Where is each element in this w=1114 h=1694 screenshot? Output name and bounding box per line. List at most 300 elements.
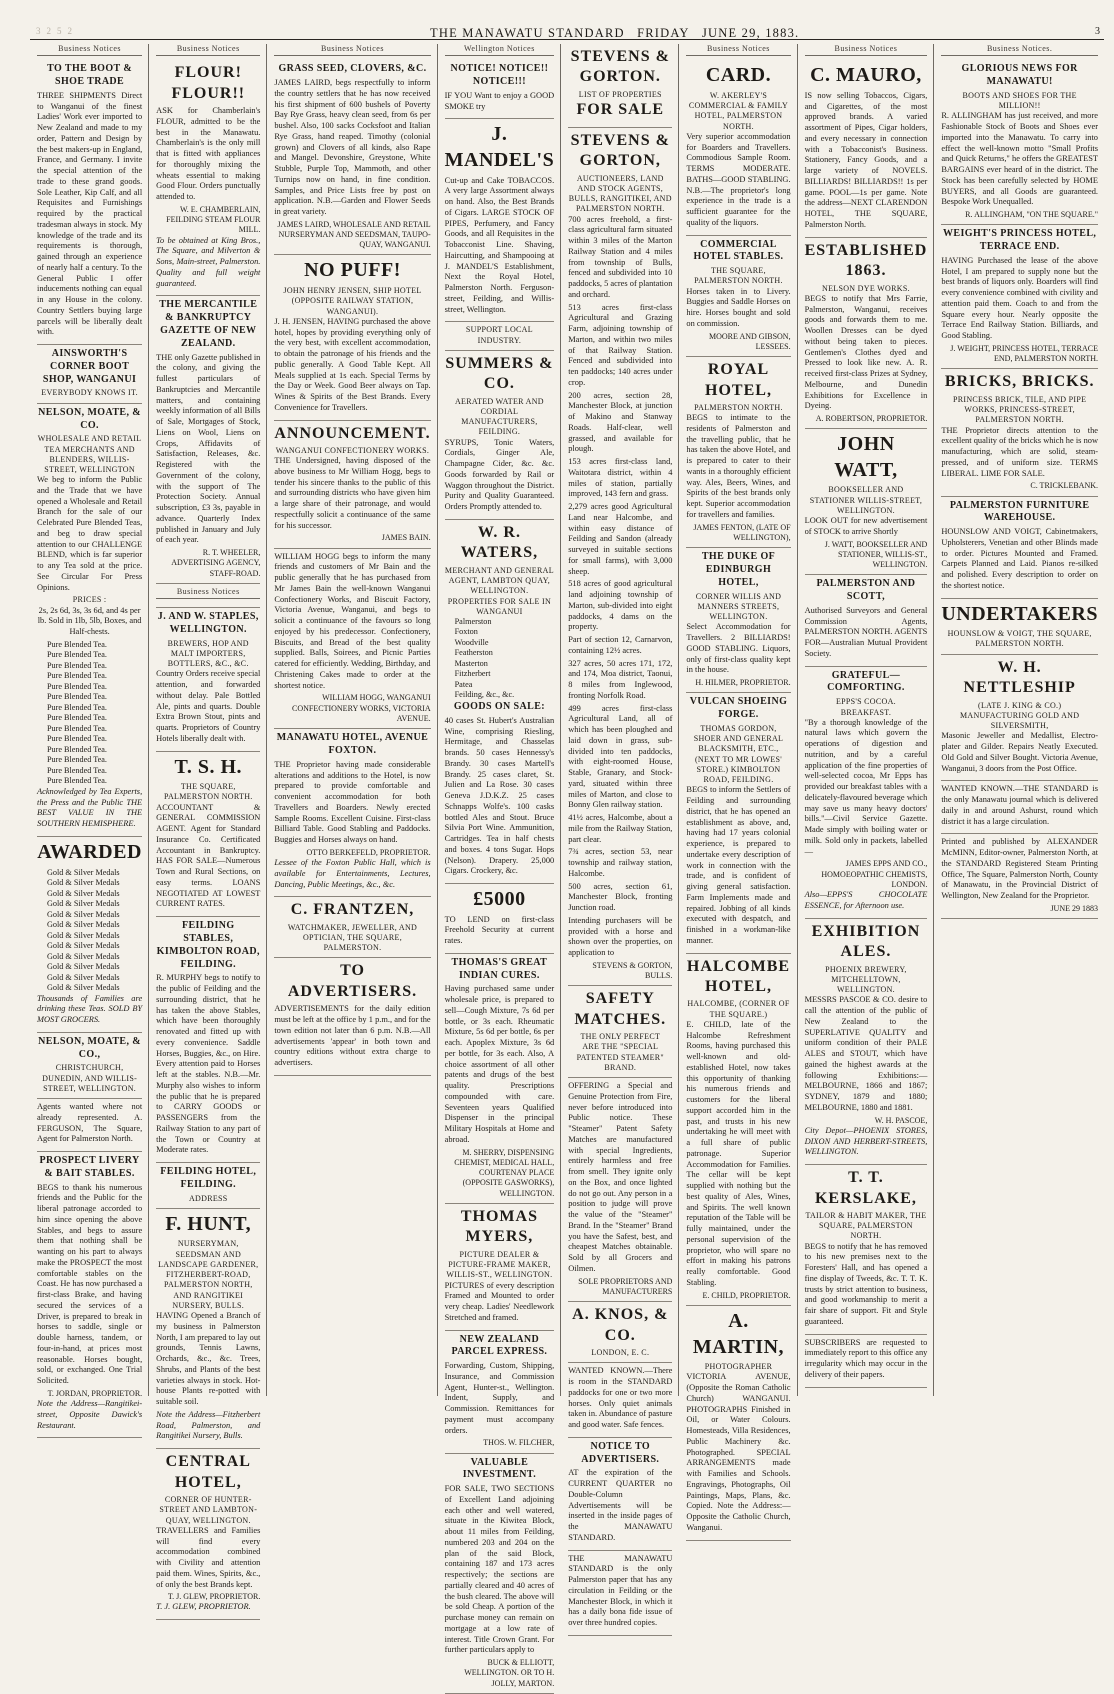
ad-signature: A. ROBERTSON, PROPRIETOR. — [815, 414, 928, 423]
ad-body: LOOK OUT for new advertisement of STOCK to arrive Shortly — [804, 516, 928, 536]
ad-heading: C. FRANTZEN, — [290, 901, 415, 919]
ad-body: ADVERTISEMENTS for the daily edition must be left at the office by 1 p.m., and for the town edition not later than 6 p.m. N.B.—All advertisements 'appear' in both town and country editions without extra charge to advertisers. — [274, 1004, 431, 1068]
medal-item: Gold & Silver Medals — [47, 983, 120, 993]
ad-heading: T. S. H. — [174, 755, 243, 778]
issue-date: JUNE 29, 1883. — [701, 26, 800, 40]
ad-heading: COMMERCIAL HOTEL STABLES. — [693, 238, 784, 263]
ad-subheading: TAILOR & HABIT MAKER, THE SQUARE, PALMERSTON NORTH. — [805, 1211, 927, 1241]
advertisement — [568, 986, 672, 1078]
tea-blend-item: Pure Blended Tea. — [47, 650, 107, 660]
ad-body: SYRUPS, Tonic Waters, Cordials, Ginger Ale, Champagne Cider, &c. &c. Goods forwarded by Rail or Waggon throughout the District. Purity and Quality Guaranteed. Orders Promptly attended to. — [444, 437, 555, 512]
ad-signature: STEVENS & GORTON, BULLS. — [592, 960, 673, 980]
tea-blend-list — [37, 640, 142, 787]
medal-item: Gold & Silver Medals — [47, 972, 120, 982]
ad-heading: CARD. — [705, 64, 772, 87]
ad-subheading: NELSON DYE WORKS. — [822, 283, 910, 293]
advertisement — [445, 1331, 555, 1454]
advertisement — [568, 44, 672, 128]
ad-heading: NOTICE! NOTICE!! NOTICE!!! — [450, 63, 549, 88]
ad-body: MESSRS PASCOE & CO. desire to call the attention of the public of New Zealand to the SUPERLATIVE QUALITY and uniform condition of their PALE ALES and STOUT, which have gained the highest awards at the following Exhibitions:—MELBOURNE, 1866 and 1867; SYDNEY, 1879 and 1880; MELBOURNE, 1880 and 1881. — [804, 995, 928, 1112]
properties-label: PROPERTIES FOR SALE IN WANGANUI — [447, 596, 552, 616]
ad-signature: JAMES LAIRD, WHOLESALE AND RETAIL NURSERYMAN AND SEEDSMAN, TAUPO-QUAY, WANGANUI. — [277, 219, 431, 250]
ad-signature: M. SHERRY, DISPENSING CHEMIST, MEDICAL HALL, COURTENAY PLACE (OPPOSITE GASWORKS), WELLINGTON. — [454, 1147, 555, 1198]
ad-signature: JAMES BAIN. — [381, 533, 431, 543]
ad-heading: MANAWATU HOTEL, AVENUE FOXTON. — [276, 732, 429, 756]
tea-blend-item: Pure Blended Tea. — [47, 702, 107, 712]
ad-heading: THE DUKE OF EDINBURGH HOTEL, — [701, 551, 776, 588]
ad-subheading: NURSERYMAN, SEEDSMAN AND LANDSCAPE GARDENER, FITZHERBERT-ROAD, PALMERSTON NORTH, AND RANGITIKEI NURSERY, BULLS. — [158, 1239, 259, 1310]
advertisement — [445, 520, 555, 884]
ad-signature: R. ALLINGHAM, "ON THE SQUARE." — [965, 210, 1098, 220]
advertisement — [568, 1438, 672, 1551]
ad-footnote: Also—EPPS'S CHOCOLATE ESSENCE, for Afternoon use. — [804, 890, 928, 910]
property-item: Masterton — [454, 658, 488, 668]
ad-body: PICTURES of every description Framed and Mounted to order very cheap. Ladies' Needlework Stretched and framed. — [444, 1280, 555, 1322]
ad-heading: NELSON, MOATE, & CO., — [38, 1035, 142, 1060]
advertisement — [941, 369, 1098, 496]
ad-subheading: BREAKFAST. — [840, 707, 892, 717]
ad-body: BEGS to inform the Settlers of Feilding and surrounding district, that he has opened an establishment as above, and, having had 17 years colonial experience, is prepared to undertake every description of work in connection with the trade, and is confident of giving general satisfaction. Farm Implements made and repaired. Jobbing of all kinds executed with despatch, and finished in a workman-like manner. — [686, 785, 791, 945]
ad-body: We beg to inform the Public and the Trade that we have opened a Wholesale and Retail Branch for the sale of our Celebrated Pure Blended Teas, and beg to draw special attention to our CHALLENGE BLEND, which is far superior to any Tea sold at the price. See Circular For Press Opinions. — [37, 475, 143, 592]
ghost-text: 3252 — [36, 26, 78, 36]
section-heading: Business Notices — [156, 587, 260, 599]
medal-item: Gold & Silver Medals — [47, 888, 120, 898]
tea-blend-item: Pure Blended Tea. — [47, 755, 107, 765]
goods-text: 40 cases St. Hubert's Australian Wine, comprising Riesling, Hermitage, and Chasselas brands. 50 cases Hennessy's Brandy. 30 cases Martell's Brandy. 25 cases claret, St. Julien and La Rose. 30 cases Geneva J.D.K.Z. 25 cases Schnapps Wolfe's. 100 casks bottled Ales and Stout. Bruce Silvia Port Wine. Ammunition, Cartridges. Tea in half chests and boxes. 4 tons Sugar. Hops (Nelson). Drapery. 25,000 Cigars. Crockery, &c. — [444, 715, 555, 876]
ad-footnote: Note the Address—Fitzherbert Road, Palmerston, and Rangitikei Nursery, Bulls. — [156, 1409, 261, 1441]
property-lot: 513 acres first-class Agricultural and Grazing Farm, adjoining township of Marton, and within two miles of that Railway Station. Fenced and subdivided into ten paddocks; 140 acres under crop. — [568, 302, 673, 387]
advertisement — [445, 884, 555, 954]
ad-heading: NOTICE TO ADVERTISERS. — [581, 1440, 660, 1465]
advertisement — [686, 60, 790, 235]
tea-blend-item: Pure Blended Tea. — [47, 639, 107, 649]
ad-body: Country Orders receive special attention, and forwarded without delay. Pale Bottled Ale, pints and quarts. Double Extra Brown Stout, pints and quarts. Proprietors of Country Hotels liberally dealt with. — [156, 669, 261, 743]
column-heading: Business Notices — [805, 44, 928, 56]
property-lot: 200 acres, section 28, Manchester Block, at junction of Makino and Stanway Roads. Half-clear, well grassed, and available for plough. — [568, 390, 673, 454]
ad-signature: JAMES FENTON, (LATE OF WELLINGTON), — [693, 522, 791, 542]
property-item: Fitzherbert — [454, 669, 491, 679]
advertisement — [941, 60, 1098, 225]
ad-subheading: BREWERS, HOP AND MALT IMPORTERS, BOTTLERS, &C., &C. — [167, 638, 249, 669]
property-lot: 327 acres, 50 acres 171, 172, and 174, Moa district, Taonui, 8 miles from Inglewood, fronting Norfolk Road. — [568, 658, 673, 700]
ad-heading: F. HUNT, — [165, 1212, 252, 1235]
ad-signature: OTTO BERKEFELD, PROPRIETOR. — [306, 847, 431, 857]
ad-body: J. H. JENSEN, HAVING purchased the above hotel, hopes by providing everything only of the very best, with excellent accommodation, to obtain the patronage of his friends and the public generally. A Good Table Kept. All Meals supplied at 1s each. Special Terms by the Day or Week. Good Beer always on Tap. Wines & Spirits of the Best Brands. Every Convenience for Travellers. — [274, 316, 431, 412]
advertisement — [274, 729, 430, 897]
ad-signature: C. TRICKLEBANK. — [1030, 481, 1098, 491]
ad-body: R. MURPHY begs to notify to the public of Feilding and the surrounding district, that he has taken the above Stables, which have been thoroughly renovated and fitted up with every convenience. Saddle Horses, Buggies, &c., on Hire. Every attention paid to Horses left at the stables. N.B.—Mr. Murphy also wishes to inform the public that he is prepared to CARRY GOODS or PASSENGERS from the Railway Station to any part of the Town or Country at Moderate rates. — [156, 973, 261, 1155]
ad-body: VICTORIA AVENUE, (Opposite the Roman Catholic Church) WANGANUI. PHOTOGRAPHS Finished in Oil, or Water Colours. Homesteads, Villa Residences, Public Machinery &c. Photographed. SPECIAL ARRANGEMENTS made with Families and Schools. Engravings, Photographs, Oil Paintings, Maps, Plans, &c. Copied. Note the Address:—Opposite the Catholic Church, Wanganui. — [686, 1372, 791, 1532]
advertisement — [274, 255, 430, 420]
ad-body: AT the expiration of the CURRENT QUARTER no Double-Column Advertisements will be inserted in the inside pages of the MANAWATU STANDARD. — [568, 1468, 673, 1542]
ad-body: TO LEND on first-class Freehold Security at current rates. — [444, 914, 555, 946]
ad-body: THE Proprietor directs attention to the excellent quality of the bricks which he is now manufacturing, which are solid, steam-pressed, and of uniform size. TERMS LIBERAL. LIME FOR SALE. — [941, 425, 1098, 478]
advertisement — [37, 404, 142, 837]
advertisement — [274, 958, 430, 1075]
printer-imprint: Printed and published by ALEXANDER McMINN, Editor-owner, Palmerston North, at the STANDARD Registered Steam Printing Office, The Square, Palmerston North, County of Manawatu, in the Provincial District of Wellington, New Zealand for the Proprietor. — [941, 837, 1098, 901]
medal-item: Gold & Silver Medals — [47, 930, 120, 940]
advertisement — [445, 351, 555, 520]
ad-heading: THOMAS MYERS, — [460, 1207, 538, 1246]
ad-subheading: CORNER WILLIS AND MANNERS STREETS, WELLINGTON. — [695, 591, 782, 622]
advertisement — [568, 128, 672, 987]
column-2 — [148, 44, 266, 1612]
ad-heading: ESTABLISHED 1863. — [804, 241, 928, 280]
ad-heading: ANNOUNCEMENT. — [274, 424, 431, 442]
ad-heading: PALMERSTON AND SCOTT, — [816, 578, 916, 603]
column-heading: Business Notices — [686, 44, 790, 56]
column-4 — [437, 44, 561, 1688]
ad-signature: H. HILMER, PROPRIETOR. — [695, 678, 791, 688]
tea-blend-item: Pure Blended Tea. — [47, 713, 107, 723]
ad-body: IF YOU Want to enjoy a GOOD SMOKE try — [444, 90, 555, 111]
issue-day: FRIDAY — [637, 26, 690, 40]
advertisement — [445, 119, 555, 322]
ad-subheading: ARE THE "SPECIAL PATENTED STEAMER" BRAND. — [576, 1042, 664, 1072]
ad-subheading: BOOKSELLER AND STATIONER WILLIS-STREET, WELLINGTON. — [809, 485, 923, 515]
ad-signature: E. CHILD, PROPRIETOR. — [702, 1290, 791, 1300]
ad-subheading: HALCOMBE, (CORNER OF THE SQUARE.) — [687, 999, 790, 1019]
ad-body: Authorised Surveyors and General Commission Agents, PALMERSTON NORTH. AGENTS FOR—Australian Mutual Provident Society. — [804, 605, 928, 658]
ad-subheading: WANGANUI CONFECTIONERY WORKS. — [275, 446, 430, 455]
ad-subheading: THE SQUARE, PALMERSTON NORTH. — [694, 266, 783, 286]
advertisement — [568, 1302, 672, 1363]
advertisement — [274, 421, 430, 549]
ad-subheading: PALMERSTON NORTH. — [694, 402, 783, 412]
tea-blend-item: Pure Blended Tea. — [47, 723, 107, 733]
ad-subheading: PICTURE DEALER & PICTURE-FRAME MAKER, WILLIS-ST., WELLINGTON. — [446, 1249, 553, 1280]
ad-heading: SAFETY MATCHES. — [574, 990, 667, 1028]
advertisement — [941, 599, 1098, 655]
ad-body: Having purchased same under wholesale price, is prepared to sell—Cough Mixture, 7s 6d per bottle, or 3s each. Rheumatic Mixture, 5s 6d per bottle, 6s per each. Apoplex Mixture, 3s 6d per bottle, for 3s each. Also, A choice assortment of all other patents and drugs of the best quality. Prescriptions compounded with care. Seventeen years Qualified Dispenser in the principal Military Hospitals at Home and abroad. — [444, 984, 555, 1144]
medal-item: Gold & Silver Medals — [47, 899, 120, 909]
ad-body: E. CHILD, late of the Halcombe Refreshment Rooms, having purchased this well-known and old-established Hotel, now takes this opportunity of thanking his numerous friends and customers for the liberal support accorded him in the past, and trusts in his new undertaking he will meet with a full share of public patronage. Superior Accommodation for Families. The cellar will be kept supplied with nothing but the best quality of Ales, Wines, and Spirits. The well known reputation of the Table will be fully maintained, under the personal supervision of the proprietor, who will spare no effort in making his patrons really comfortable. Good Stabling. — [686, 1019, 791, 1287]
ad-signature: T. JORDAN, PROPRIETOR. — [47, 1388, 143, 1398]
ad-body: OFFERING a Special and Genuine Protection from Fire, never before introduced into Public notice. These "Steamer" Patent Safety Matches are manufactured with special Ingredients, entirely harmless and free from smell. They ignite only on the Box, and once lighted do not go out. Any person in a position to judge will prove the value of the "Steamer" Brand. In the "Steamer" Brand you have the Safest, best, and cheapest Matches obtainable. Sold by all Grocers and Oilmen. — [568, 1081, 673, 1273]
ad-heading: HALCOMBE HOTEL, — [686, 957, 791, 995]
advertisement — [156, 1209, 260, 1449]
advertisement — [805, 1335, 928, 1388]
advertisement — [156, 1449, 260, 1620]
advertisement — [805, 919, 928, 1165]
column-heading: Business Notices — [274, 44, 430, 56]
advertisement — [941, 781, 1098, 834]
property-lot: 518 acres of good agricultural land adjoining township of Marton, sub-divided into eight paddocks, 4 dams on the property. — [568, 579, 673, 632]
ad-signature: JAMES EPPS AND CO., HOMOEOPATHIC CHEMISTS, LONDON. — [821, 859, 928, 889]
advertisement — [686, 1306, 790, 1541]
advertisement — [156, 60, 260, 296]
ad-heading: AWARDED — [37, 840, 142, 863]
ad-heading: TO THE BOOT & SHOE TRADE — [47, 63, 133, 88]
ad-body: Cut-up and Cake TOBACCOS. A very large Assortment always on hand. Also, the Best Brands of Cigars. LARGE STOCK OF PIPES, Perfumery, and Fancy Goods, and all Requisites in the Tobacconist Line. Shaving, Haircutting, and Shampooing at J. MANDEL'S Establishment, Next the Royal Hotel, Palmerston North. Ferguson-street, Feilding, and Willis-street, Wellington. — [444, 175, 555, 314]
ad-subheading: AERATED WATER AND CORDIAL MANUFACTURERS, FEILDING. — [454, 396, 544, 437]
ad-heading: J. AND W. STAPLES, WELLINGTON. — [157, 611, 259, 635]
property-lot: 700 acres freehold, a first-class agricultural farm situated within 3 miles of the Marton Railway Station and 4 miles from township of Bulls, fenced and subdivided into 10 paddocks, 5 acres of plantation and orchard. — [568, 214, 673, 299]
advertisement — [568, 1363, 672, 1438]
advertisement — [445, 954, 555, 1204]
prices-label: PRICES : — [72, 595, 107, 605]
ad-heading: AINSWORTH'S CORNER BOOT SHOP, WANGANUI — [42, 348, 137, 385]
ad-heading: NO PUFF! — [304, 259, 401, 282]
properties-list — [445, 617, 555, 701]
ad-body: Select Accommodation for Travellers. 2 BILLIARDS! GOOD STABLING. Liquors, only of first-class quality kept in the house. — [686, 622, 791, 675]
property-lot: 499 acres first-class Agricultural Land, all of which has been ploughed and laid down in grass, sub-divided into ten paddocks, with eight-roomed House, Stable, Granary, and Stock-yard, situated within three miles of Marton, and close to Bonny Glen railway station. — [568, 703, 673, 810]
ad-signature: MOORE AND GIBSON, LESSEES. — [709, 331, 791, 351]
tea-blend-item: Pure Blended Tea. — [47, 744, 107, 754]
advertisement — [941, 497, 1098, 599]
ad-body: HAVING Purchased the lease of the above Hotel, I am prepared to supply none but the best brands of liquors only. Boarders will find every convenience combined with civility and attention paid them. Coach to and from the Square every hour. Nearly opposite the Terrace End Railway Station. Billiards, and Good Stabling. — [941, 255, 1098, 341]
advertisement — [274, 549, 430, 729]
ad-subheading: ADDRESS — [188, 1193, 228, 1203]
property-lot: Part of section 12, Carnarvon, containing 12½ acres. — [568, 635, 673, 655]
ad-signature: WILLIAM HOGG, WANGANUI CONFECTIONERY WORKS, VICTORIA AVENUE. — [292, 693, 431, 723]
ad-heading: THE MERCANTILE & BANKRUPTCY GAZETTE OF NEW ZEALAND. — [159, 299, 258, 349]
advertisement — [941, 225, 1098, 369]
ad-subheading: PRINCESS BRICK, TILE, AND PIPE WORKS, PRINCESS-STREET, PALMERSTON NORTH. — [953, 394, 1087, 425]
ad-subheading: JOHN HENRY JENSEN, SHIP HOTEL (OPPOSITE RAILWAY STATION, WANGANUI). — [283, 286, 422, 316]
ad-subheading: W. AKERLEY'S COMMERCIAL & FAMILY HOTEL, PALMERSTON NORTH. — [688, 90, 789, 131]
ad-footnote: Thousands of Families are drinking these Teas. SOLD BY MOST GROCERS. — [37, 993, 143, 1025]
ad-signature: J. WEIGHT, PRINCESS HOTEL, TERRACE END, PALMERSTON NORTH. — [950, 343, 1098, 364]
advertisement — [274, 60, 430, 255]
advertisement — [805, 1165, 928, 1335]
ad-subheading: MERCHANT AND GENERAL AGENT, LAMBTON QUAY, WELLINGTON. — [444, 565, 554, 596]
ad-heading: GRASS SEED, CLOVERS, &C. — [278, 63, 427, 75]
ad-footnote: To be obtained at King Bros., The Square, and Milverton & Sons, Main-street, Palmerston. Quality and full weight guaranteed. — [156, 235, 261, 288]
ad-body: IS now selling Tobaccos, Cigars, and Cigarettes, of the most approved brands. A varied assortment of Pipes, Cigar holders, and every necessary in connection with a Tobacconist's Business. Stationery, Fancy Goods, and a large variety of NOVELS. BILLIARDS! BILLIARDS!! 1s per game. POOL—1s per game. Note the address—NEXT CLARENDON HOTEL, THE SQUARE, Palmerston North. — [804, 90, 928, 229]
column-heading: Business Notices. — [941, 44, 1098, 56]
medal-item: Gold & Silver Medals — [47, 962, 120, 972]
ad-heading: BRICKS, BRICKS. — [944, 373, 1095, 391]
column-heading: Wellington Notices — [445, 44, 555, 56]
ad-heading: EXHIBITION ALES. — [811, 922, 921, 961]
property-lot: 153 acres first-class land, Waitotara district, within 4 miles of station, partially improved, 143 fern and grass. — [568, 457, 673, 499]
ad-body: JAMES LAIRD, begs respectfully to inform the country settlers that he has now received his first shipment of 600 bushels of Poverty Bay Rye Grass, heavy clean seed, from 6s per bushel. Also, 100 sacks Cocksfoot and Italian Rye Grass, hand reaped. Timothy (colonial grown) and Clovers of all kinds, also Rape and Mangel. Devonshire, Greystone, White Stubble, Purple Top, Mammoth, and other Turnips now on hand, in fine condition. Samples, and Price Lists free by post on application. N.B.—Garden and Flower Seeds in great variety. — [274, 78, 431, 217]
ad-subheading: WHOLESALE AND RETAIL TEA MERCHANTS AND BLENDERS, WILLIS-STREET, WELLINGTON — [37, 434, 142, 474]
advertisement — [37, 1033, 142, 1099]
advertisement — [686, 357, 790, 548]
ad-subheading: THE SQUARE, PALMERSTON NORTH. — [163, 782, 253, 802]
imprint-date: JUNE 29 1883 — [1050, 903, 1098, 913]
ad-body: ASK for Chamberlain's FLOUR, admitted to be the best in the Manawatu. Chamberlain's is the only mill that is fitted with appliances for thoroughly mixing the wheats essential to making Good Flour. Orders punctually attended to. — [156, 106, 261, 202]
advertisement — [37, 1152, 142, 1438]
ad-signature: R. T. WHEELER, ADVERTISING AGENCY, STAFF-ROAD. — [171, 548, 261, 578]
advertisement — [37, 1099, 142, 1152]
ad-subheading: LONDON, E. C. — [591, 1348, 650, 1358]
ad-heading: NELSON, MOATE, & CO. — [38, 406, 142, 431]
ad-body: Agents wanted where not already represented. A. FERGUSON, The Square, Agent for Palmerston North. — [37, 1102, 143, 1144]
ad-body: R. ALLINGHAM has just received, and more Fashionable Stock of Boots and Shoes ever imported into the Manawatu. To carry into effect the well-known motto "Small Profits and Quick Returns," he offers the GREATEST BARGAINS ever heard of in the district. The Stock has been carefully selected by HOME BUYERS, and all Goods are guaranteed. Bespoke Work Unequalled. — [941, 111, 1098, 207]
ad-subheading: PHOTOGRAPHER — [704, 1362, 773, 1372]
advertisement — [805, 667, 928, 919]
ad-heading: SUMMERS & CO. — [445, 354, 554, 393]
ad-body: THREE SHIPMENTS Direct to Wanganui of the finest Ladies' Work ever imported to New Zealand and made to my order, Pattern and Design by the best makers-up in England, France, and Germany. I invite the special attention of the trade to these grand goods. Sole Leather, Kip Calf, and all Requisites and Furnishings required by the practical tradesman always in stock. My knowledge of the trade and its requirements is thorough, gained through an experience of nearly half a century. To the General Public I offer inducements nothing can equal in any House in the colony. Country Settlers buying large parcels will be liberally dealt with. — [37, 90, 143, 337]
ad-signature: W. H. PASCOE, — [874, 1115, 928, 1125]
medal-item: Gold & Silver Medals — [47, 909, 120, 919]
ad-heading: WEIGHT'S PRINCESS HOTEL, TERRACE END. — [943, 228, 1097, 253]
ad-heading: NEW ZEALAND PARCEL EXPRESS. — [451, 1333, 548, 1358]
advertisement — [274, 897, 430, 958]
ad-body: Forwarding, Custom, Shipping, Insurance, and Commission Agent, Hunter-st., Wellington. Indent, Supply, and Commission. Remittances for payment must accompany orders. — [444, 1361, 555, 1435]
column-6 — [678, 44, 796, 1532]
medal-item: Gold & Silver Medals — [47, 951, 120, 961]
advertisement — [686, 236, 790, 358]
ad-heading: GRATEFUL—COMFORTING. — [827, 669, 905, 694]
advertisement — [805, 60, 928, 237]
ad-subheading: CORNER OF HUNTER-STREET AND LAMBTON-QUAY, WELLINGTON. — [159, 1495, 258, 1525]
advertisement — [805, 575, 928, 666]
ad-heading: T. T. KERSLAKE, — [814, 1169, 917, 1207]
ad-subheading: SUPPORT LOCAL INDUSTRY. — [465, 325, 533, 345]
advertisement — [445, 60, 555, 119]
advertisement — [568, 1078, 672, 1302]
column-heading: Business Notices — [156, 44, 260, 56]
ad-heading: J. MANDEL'S — [444, 123, 555, 171]
ad-heading: VULCAN SHOEING FORGE. — [689, 696, 788, 721]
ad-heading: FEILDING HOTEL, FEILDING. — [160, 1166, 257, 1190]
medal-item: Gold & Silver Medals — [47, 920, 120, 930]
ad-heading: JOHN WATT, — [834, 433, 898, 481]
ad-heading-secondary: FOR SALE — [576, 101, 665, 119]
medal-list — [37, 868, 142, 994]
ad-body: HOUNSLOW AND VOIGT, Cabinetmakers, Upholsterers, Venetian and other Blinds made to order. Pictures Mounted and Framed. Carpets Planned and Laid. Pianos re-silked and polished. Every description to order on the shortest notice. — [941, 527, 1098, 590]
ad-heading: VALUABLE INVESTMENT. — [462, 1456, 537, 1481]
ad-subheading: WATCHMAKER, JEWELLER, AND OPTICIAN, THE SQUARE, PALMERSTON. — [287, 922, 418, 953]
ad-body: BEGS to intimate to the residents of Palmerston and the travelling public, that he has taken the above Hotel, and is prepared to cater to their wants in a thoroughly efficient way. Ales, Beers, Wines, and Spirits of the best brands only kept. Superior accommodation for travellers and families. — [686, 413, 791, 519]
ad-footnote: Acknowledged by Tea Experts, the Press and the Public THE BEST VALUE IN THE SOUTHERN HEMISPHERE. — [37, 786, 143, 829]
tea-blend-item: Pure Blended Tea. — [47, 681, 107, 691]
property-lot: 41½ acres, Halcombe, about a mile from the Railway Station, part clear. — [568, 813, 673, 844]
tea-blend-item: Pure Blended Tea. — [47, 734, 107, 744]
ad-signature: THOS. W. FILCHER, — [483, 1438, 555, 1448]
ad-signature: BUCK & ELLIOTT, WELLINGTON. OR TO H. JOLLY, MARTON. — [464, 1658, 555, 1688]
advertisement — [568, 1551, 672, 1636]
page-number: 3 — [1095, 26, 1100, 37]
advertisement — [156, 608, 260, 752]
advertisement — [37, 345, 142, 404]
ad-subheading: THOMAS GORDON, SHOER AND GENERAL BLACKSMITH, ETC., (NEXT TO MR LOWES' STORE.) KIMBOLTON ROAD, FEILDING. — [693, 723, 784, 785]
ad-body: ACCOUNTANT & GENERAL COMMISSION AGENT. Agent for Standard Insurance Co. Certificated Accountant in Bankruptcy. HAS FOR SALE—Numerous Town and Rural Sections, on easy terms. LOANS NEGOTIATED AT LOWEST CURRENT RATES. — [156, 802, 261, 909]
ad-heading: A. KNOS, & CO. — [572, 1306, 669, 1344]
ad-body: BEGS to thank his numerous friends and the Public for the liberal patronage accorded to him since opening the above Stables, and begs to assure them that nothing shall be wanting on his part to always make the PROSPECT the most comfortable stables on the Coast. He has now purchased a first-class Brake, and having secured the services of a Driver, is prepared to break in horses to saddle, single or double harness, tandem, or four-in-hand, at prices most reasonable. Horses bought, sold, or exchanged. One Trial Solicited. — [37, 1182, 143, 1386]
ad-body: THE MANAWATU STANDARD is the only Palmerston paper that has any circulation in Feilding or the Manchester Block, in which it has a daily bona fide issue of over three hundred copies. — [568, 1553, 673, 1628]
property-item: Feilding, &c., &c. — [454, 690, 515, 700]
ad-body: WANTED KNOWN.—There is room in the STANDARD paddocks for one or two more horses. Only quiet animals taken in. Abundance of pasture and good water. Safe fences. — [568, 1366, 673, 1429]
ad-signature: T. J. GLEW, PROPRIETOR. — [167, 1592, 261, 1602]
property-lot: 500 acres, section 61, Manchester Block, fronting Junction road. — [568, 881, 673, 913]
column-heading: Business Notices — [37, 44, 142, 56]
property-item: Patea — [454, 679, 473, 689]
ad-subheading: EPPS'S COCOA. — [835, 697, 896, 707]
ad-subheading: HOUNSLOW & VOIGT, THE SQUARE, PALMERSTON NORTH. — [947, 629, 1092, 649]
ad-body: BEGS to notify that Mrs Farrie, Palmerston, Wanganui, receives goods and forwards them to me. Woollen Dresses can be dyed without being taken to pieces. Gentlemen's Clothes dyed and Pressed to look like new. A. R. received first-class Prizes at Sydney, Melbourne, and Dunedin Exhibitions for Excellence in Dyeing. — [804, 293, 928, 411]
advertisement — [37, 60, 142, 345]
ad-heading: A. MARTIN, — [692, 1309, 785, 1358]
masthead — [30, 26, 1104, 40]
ad-heading: W. H. NETTLESHIP — [963, 658, 1076, 697]
advertisement — [445, 322, 555, 350]
advertisement — [445, 1454, 555, 1694]
ad-body: FOR SALE, TWO SECTIONS of Excellent Land adjoining each other and well watered, situate in the Kiwitea Block, about 11 miles from Feilding, numbered 203 and 204 on the plan of the said Block, containing 187 and 173 acres respectively; the sections are partially cleared and 40 acres of the bush cleared. The above will be sold Cheap. A portion of the purchase money can remain on mortgage at a low rate of interest. Title Crown Grant. For further particulars apply to — [444, 1484, 555, 1655]
prices-text: 2s, 2s 6d, 3s, 3s 6d, and 4s per lb. Sold in 1lb, 5lb, Boxes, and Half-chests. — [37, 605, 142, 637]
advertisement — [156, 917, 260, 1163]
ad-body: BEGS to notify that he has removed to his new premises next to the Foresters' Hall, and has opened a fine display of Tweeds, &c. T. T. K. trusts by strict attention to business, and good workmanship to merit a fair share of support. Fit and Style guaranteed. — [804, 1241, 928, 1326]
ad-body: WILLIAM HOGG begs to inform the many friends and customers of Mr Bain and the public generally that he has purchased from Mr James Bain the well-known Wanganui Confectionery Works, and Biscuit Factory, Victoria Avenue, Wanganui, and begs to solicit a continuance of the favours so long enjoyed by his predecessor. Confectionery, Biscuits, and Bread of the best quality supplied. Balls, Soirees, and Picnic Parties catered for efficiently. Wedding, Birthday, and Christening Cakes made to order at the shortest notice. — [274, 551, 431, 690]
advertisement — [686, 548, 790, 693]
column-3 — [266, 44, 436, 1396]
ad-footnote: City Depot—PHOENIX STORES, DIXON AND HERBERT-STREETS, WELLINGTON. — [804, 1125, 928, 1157]
ad-subheading: AUCTIONEERS, LAND AND STOCK AGENTS, BULLS, RANGITIKEI, AND PALMERSTON NORTH. — [568, 173, 672, 214]
ad-subheading: PHOENIX BREWERY, MITCHELLTOWN, WELLINGTON. — [825, 964, 907, 995]
masthead-title — [430, 25, 807, 41]
ad-heading: FLOUR! FLOUR!! — [171, 64, 246, 102]
ad-body: THE Undersigned, having disposed of the above business to Mr William Hogg, begs to tender his sincere thanks to the public of this and surrounding districts who have given him a large share of their patronage, and would respectfully solicit a continuance of the same for his successor. — [274, 456, 431, 530]
ad-heading: STEVENS & GORTON, — [570, 131, 670, 170]
ad-body: Very superior accommodation for Boarders and Travellers. Commodious Sample Room. TERMS MODERATE. BATHS—GOOD STABLING. N.B.—The proprietor's long experience in the trade is a sufficient guarantee for the quality of the liquors. — [686, 131, 791, 227]
ad-body: HAVING Opened a Branch of my business in Palmerston North, I am prepared to lay out grounds, Tennis Lawns, Orchards, &c., &c. Trees, Shrubs, and Plants of the best varieties always in stock. Hot-house Plants re-potted with suitable soil. — [156, 1311, 261, 1407]
advertisement — [941, 655, 1098, 782]
ad-signature: W. E. CHAMBERLAIN, FEILDING STEAM FLOUR MILL. — [166, 204, 261, 235]
newspaper-name: THE MANAWATU STANDARD — [430, 26, 625, 40]
property-item: Palmerston — [454, 616, 492, 626]
column-7 — [797, 44, 934, 1396]
tea-blend-item: Pure Blended Tea. — [47, 765, 107, 775]
ad-subheading: LIST OF PROPERTIES — [578, 89, 662, 99]
ad-heading: £5000 — [473, 888, 526, 911]
advertisement — [37, 837, 142, 1033]
ad-body: SUBSCRIBERS are requested to immediately report to this office any irregularity which may occur in the delivery of their papers. — [804, 1337, 928, 1379]
ad-heading: W. R. WATERS, — [460, 523, 539, 562]
ad-subheading: EVERYBODY KNOWS IT. — [41, 388, 138, 398]
property-item: Woodville — [454, 637, 489, 647]
property-item: Foxton — [454, 627, 478, 637]
ad-heading: ROYAL HOTEL, — [705, 361, 772, 399]
ad-footnote: Lessee of the Foxton Public Hall, which is available for Entertainments, Lectures, Dancing, Public Meetings, &c., &c. — [274, 858, 431, 889]
ad-signature: J. WATT, BOOKSELLER AND STATIONER, WILLIS-ST., WELLINGTON. — [824, 539, 928, 570]
ad-subheading: BOOTS AND SHOES FOR THE MILLION!! — [962, 90, 1077, 111]
ad-subheading: THE ONLY PERFECT — [580, 1032, 661, 1042]
ad-heading: PALMERSTON FURNITURE WAREHOUSE. — [949, 499, 1090, 524]
ad-heading: CENTRAL HOTEL, — [165, 1453, 251, 1491]
advertisement — [445, 1204, 555, 1331]
column-8 — [933, 44, 1104, 1396]
advertisement — [686, 954, 790, 1306]
advertisement — [156, 296, 260, 583]
ad-body: WANTED KNOWN.—THE STANDARD is the only Manawatu journal which is delivered daily in and around Ashurst, round which district it has a large circulation. — [941, 784, 1098, 826]
column-5 — [560, 44, 678, 1628]
ad-heading: GLORIOUS NEWS FOR MANAWATU! — [961, 63, 1078, 88]
advertisement — [805, 429, 928, 575]
ad-heading: UNDERTAKERS — [941, 602, 1098, 625]
advertisement — [805, 238, 928, 430]
ad-signature: SOLE PROPRIETORS AND MANUFACTURERS — [578, 1276, 673, 1296]
column-1 — [30, 44, 148, 1430]
advertisement — [156, 584, 260, 608]
tea-blend-item: Pure Blended Tea. — [47, 692, 107, 702]
advertisement — [156, 1163, 260, 1209]
ad-footnote: Note the Address—Rangitikei-street, Opposite Dawick's Restaurant. — [37, 1399, 143, 1430]
ad-heading: C. MAURO, — [810, 64, 922, 87]
goods-label: GOODS ON SALE: — [453, 700, 545, 712]
medal-item: Gold & Silver Medals — [47, 878, 120, 888]
ad-heading: THOMAS'S GREAT INDIAN CURES. — [451, 956, 548, 981]
ad-body: THE Proprietor having made considerable alterations and additions to the Hotel, is now prepared to provide comfortable and convenient accommodation for both Travellers and Boarders. Newly erected Sample Rooms. Excellent Cuisine. First-class Billiard Table. Good Stabling and Paddocks. Buggies and Horses always on hand. — [274, 759, 431, 845]
advertisement — [941, 834, 1098, 919]
ad-body: "By a thorough knowledge of the natural laws which govern the operations of digestion and nutrition, and by a careful application of the fine properties of well-selected cocoa, Mr Epps has provided our breakfast tables with a delicately-flavoured beverage which may save us many heavy doctors' bills."—Civil Service Gazette. Made simply with boiling water or milk. Sold only in packets, labelled— — [804, 717, 928, 856]
tea-blend-item: Pure Blended Tea. — [47, 671, 107, 681]
tea-blend-item: Pure Blended Tea. — [47, 776, 107, 786]
advertisement — [156, 752, 260, 918]
